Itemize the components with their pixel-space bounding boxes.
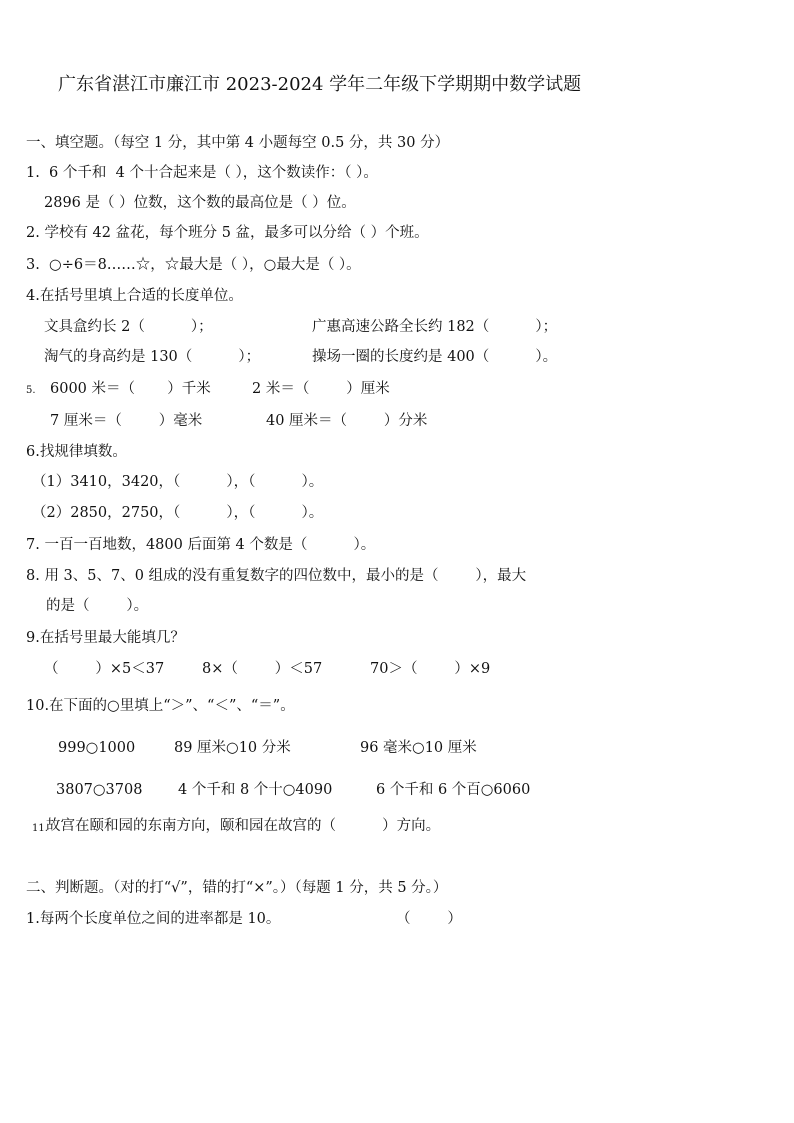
question-9a: （ ）×5＜37 — [44, 661, 165, 677]
question-4a: 文具盒约长 2（ ）； — [44, 319, 213, 335]
question-8b: 的是（ ）。 — [46, 598, 149, 614]
question-10: 10.在下面的○里填上“＞”、“＜”、“＝”。 — [26, 698, 295, 714]
question-4c: 淘气的身高约是 130（ ）； — [44, 349, 261, 365]
question-11-number: 11. — [32, 823, 48, 834]
question-10b: 89 厘米○10 分米 — [174, 740, 291, 756]
question-4: 4.在括号里填上合适的长度单位。 — [26, 288, 243, 304]
question-10e: 4 个千和 8 个十○4090 — [178, 782, 333, 798]
question-3: 3. ○÷6＝8……☆，☆最大是（ ），○最大是（ ）。 — [26, 257, 361, 273]
section2-header: 二、判断题。（对的打“√”，错的打“×”。）（每题 1 分，共 5 分。） — [26, 880, 448, 896]
question-4b: 广惠高速公路全长约 182（ ）； — [312, 319, 558, 335]
judge-question-1-blank: （ ） — [396, 911, 462, 927]
question-9b: 8×（ ）＜57 — [202, 661, 323, 677]
question-5a: 6000 米＝（ ）千米 — [50, 381, 211, 397]
question-5c: 7 厘米＝（ ）毫米 — [50, 413, 203, 429]
question-10a: 999○1000 — [58, 740, 136, 756]
question-5-number: 5. — [26, 385, 36, 396]
question-6a: （1）3410，3420，（ ），（ ）。 — [32, 474, 324, 490]
question-1a: 1. 6 个千和 4 个十合起来是（ ），这个数读作：（ ）。 — [26, 165, 378, 181]
exam-title: 广东省湛江市廉江市 2023-2024 学年二年级下学期期中数学试题 — [58, 74, 582, 95]
question-9c: 70＞（ ）×9 — [370, 661, 491, 677]
question-6: 6.找规律填数。 — [26, 444, 127, 460]
question-10f: 6 个千和 6 个百○6060 — [376, 782, 531, 798]
question-7: 7. 一百一百地数，4800 后面第 4 个数是（ ）。 — [26, 537, 376, 553]
question-5b: 2 米＝（ ）厘米 — [252, 381, 390, 397]
question-10d: 3807○3708 — [56, 782, 143, 798]
question-8a: 8. 用 3、5、7、0 组成的没有重复数字的四位数中，最小的是（ ），最大 — [26, 568, 527, 584]
question-4d: 操场一圈的长度约是 400（ ）。 — [312, 349, 558, 365]
question-6b: （2）2850，2750，（ ），（ ）。 — [32, 505, 324, 521]
section1-header: 一、填空题。（每空 1 分，其中第 4 小题每空 0.5 分，共 30 分） — [26, 135, 450, 151]
question-9: 9.在括号里最大能填几？ — [26, 630, 185, 646]
question-5d: 40 厘米＝（ ）分米 — [266, 413, 428, 429]
question-2: 2. 学校有 42 盆花，每个班分 5 盆，最多可以分给（ ）个班。 — [26, 225, 429, 241]
question-10c: 96 毫米○10 厘米 — [360, 740, 477, 756]
judge-question-1: 1.每两个长度单位之间的进率都是 10。 — [26, 911, 281, 927]
question-1b: 2896 是（ ）位数，这个数的最高位是（ ）位。 — [44, 195, 356, 211]
question-11: 故宫在颐和园的东南方向，颐和园在故宫的（ ）方向。 — [46, 818, 441, 834]
